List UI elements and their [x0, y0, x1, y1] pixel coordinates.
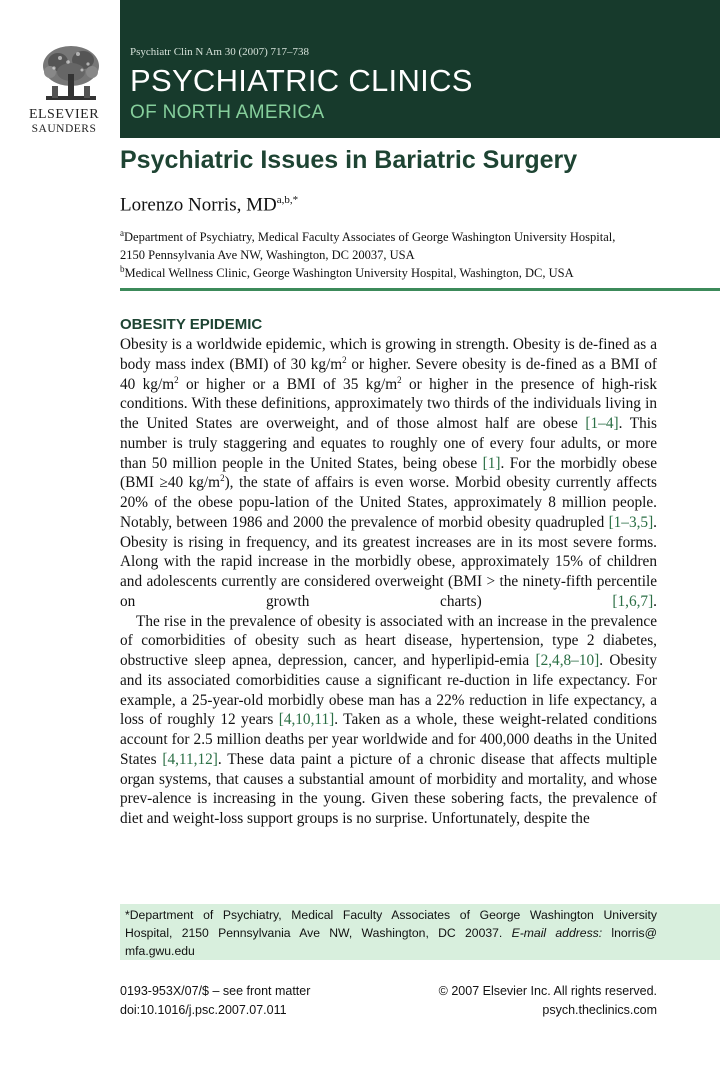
text-run: . Obesity and its associated comorbidities cause a significant re-duction in life expectancy. For example, a 25-year-old morbidly obese man has a 22% reduction in life expectancy, a loss of roughly 12 years — [120, 652, 657, 729]
text-run: . These data paint a picture of a chronic disease that affects multiple organ systems, that causes a substantial amount of morbidity and mortality, and whose prev-alence is increasing in the young. Given these sobering facts, the prevalence of diet and weight-loss support groups is no surprise. Unfortunately, despite the — [120, 750, 657, 827]
article-body — [120, 335, 657, 829]
email-address-continued[interactable]: mfa.gwu.edu — [125, 944, 195, 958]
publisher-logo — [0, 0, 118, 150]
affiliation-line: Department of Psychiatry, Medical Faculty Associates of George Washington University Hospital, — [124, 230, 616, 245]
publisher-imprint: SAUNDERS — [31, 123, 97, 135]
journal-header — [120, 0, 720, 138]
publisher-name: ELSEVIER — [28, 107, 100, 122]
reference-link[interactable]: [4,11,12] — [162, 750, 218, 768]
footnote-line — [125, 924, 657, 942]
paragraph-1 — [120, 335, 657, 612]
superscript: 2 — [342, 354, 347, 365]
reference-link[interactable]: [1–4] — [585, 415, 619, 432]
affiliation-mark: b — [120, 264, 125, 274]
reference-link[interactable]: [1,6,7] — [612, 592, 654, 610]
paragraph-2 — [120, 612, 657, 829]
section-heading: OBESITY EPIDEMIC — [120, 316, 263, 333]
author-line — [120, 194, 298, 216]
affiliation-mark: a — [120, 228, 124, 238]
author-marks: a,b,* — [276, 194, 299, 206]
text-run: Obesity is a worldwide epidemic, which is growing in strength. Obesity is de-fined as a body mass index (BMI) of 30 kg/m — [120, 336, 657, 373]
text-run: ), the state of affairs is even worse. Morbid obesity currently affects 20% of the obese popu-lation of the United States, approximately 8 million people. Notably, between 1986 and 2000 the prevalence of morbid obesity quadrupled — [120, 474, 657, 531]
text-run: or higher in the presence of high-risk conditions. With these definitions, approximately two thirds of the individuals living in the United States are overweight, and of those almost half are obese — [120, 375, 657, 432]
copyright: © 2007 Elsevier Inc. All rights reserved. — [438, 984, 657, 998]
reference-link[interactable]: [4,10,11] — [278, 711, 335, 729]
article-title: Psychiatric Issues in Bariatric Surgery — [120, 146, 578, 174]
text-run: . Obesity is rising in frequency, and its greatest increases are in its most severe forms. Along with the rapid increase in the morbidly obese, approximately 15% of children and adolescents currently are considered overweight (BMI > the ninety-fifth percentile on growth charts) — [120, 513, 657, 610]
superscript: 2 — [220, 473, 225, 484]
journal-website-link[interactable]: psych.theclinics.com — [542, 1003, 657, 1017]
doi-link[interactable]: doi:10.1016/j.psc.2007.07.011 — [120, 1003, 287, 1017]
author-name: Lorenzo Norris, MD — [120, 194, 277, 216]
affiliation-line: Medical Wellness Clinic, George Washington University Hospital, Washington, DC, USA — [124, 266, 574, 281]
email-address[interactable]: lnorris@ — [602, 926, 657, 940]
email-label: E-mail address: — [511, 926, 603, 940]
affiliation-line: 2150 Pennsylvania Ave NW, Washington, DC 20037, USA — [120, 248, 415, 263]
elsevier-tree-icon — [38, 44, 104, 106]
footer-left — [120, 982, 310, 1020]
text-run: . — [653, 592, 657, 610]
text-run: or higher or a BMI of 35 kg/m — [178, 375, 398, 393]
superscript: 2 — [397, 374, 402, 385]
text-run: . For the morbidly obese (BMI ≥40 kg/m — [120, 454, 657, 492]
journal-reference: Psychiatr Clin N Am 30 (2007) 717–738 — [130, 46, 310, 58]
affiliation-b — [120, 260, 680, 282]
text-run: . This number is truly staggering and equates to roughly one of every four adults, or more than 50 million people in the United States, being obese — [120, 415, 657, 472]
correspondence-footnote — [125, 906, 657, 960]
text-run: The rise in the prevalence of obesity is associated with an increase in the prevalence of comorbidities of obesity such as heart disease, hypertension, type 2 diabetes, obstructive sleep apnea, depression, cancer, and hyperlipid-emia — [120, 612, 657, 669]
text-run: or higher. Severe obesity is de-fined as a BMI of 40 kg/m — [120, 355, 657, 393]
header-divider — [120, 288, 720, 291]
reference-link[interactable]: [2,4,8–10] — [535, 652, 600, 669]
affiliation-a — [120, 224, 680, 264]
text-run: Hospital, 2150 Pennsylvania Ave NW, Washington, DC 20037. — [125, 926, 512, 940]
superscript: 2 — [174, 374, 179, 385]
reference-link[interactable]: [1] — [482, 454, 501, 472]
footer-right — [439, 982, 657, 1020]
journal-title: PSYCHIATRIC CLINICS — [130, 63, 473, 98]
issn: 0193-953X/07/$ – see front matter — [120, 984, 311, 998]
footnote-line: *Department of Psychiatry, Medical Faculty Associates of George Washington University — [125, 908, 657, 922]
reference-link[interactable]: [1–3,5] — [608, 513, 654, 531]
text-run: . Taken as a whole, these weight-related conditions account for 2.5 million deaths per year worldwide and for 400,000 deaths in the United States — [120, 711, 657, 768]
journal-subtitle: OF NORTH AMERICA — [130, 102, 325, 123]
